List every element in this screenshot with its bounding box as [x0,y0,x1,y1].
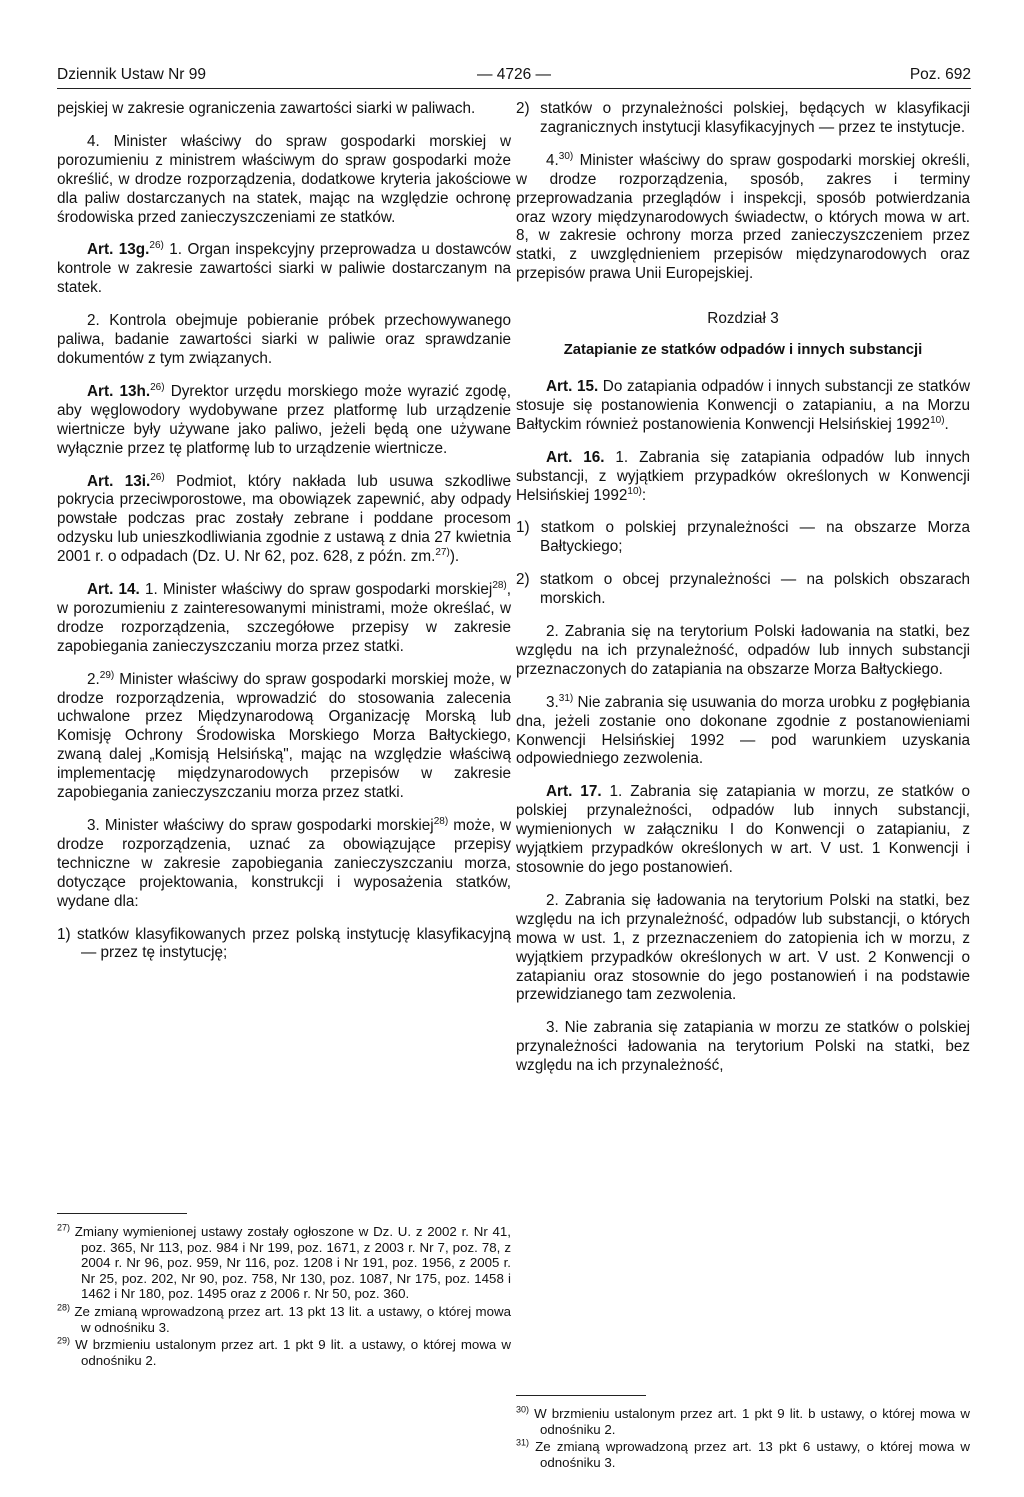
article-label: Art. 15. [546,377,599,395]
list-item [516,519,970,557]
article-paragraph [516,783,970,878]
chapter-heading: Rozdział 3 [707,310,779,328]
paragraph-text: Podmiot, który nakłada lub usuwa szkodliwe pokrycia przeciwporostowe, ma obowiązek zapewnić, aby odpady powstałe podczas prac zostały zebrane i poddane procesom odzysku lub unieszkodliwiania zgodnie z ustawą z dnia 27 kwietnia 2001 r. o odpadach (Dz. U. Nr 62, poz. 628, z późn. zm. [57,472,512,566]
paragraph-lead: 4. [546,151,559,169]
article-paragraph [57,383,511,459]
footnote-ref: 29) [99,669,115,681]
paragraph-lead: 3. Minister właściwy do spraw gospodarki morskiej [87,817,434,834]
article-paragraph [516,378,970,435]
paragraph [57,133,511,228]
paragraph [516,152,970,284]
paragraph-lead: 3. [546,693,559,711]
left-footnotes [57,1213,511,1370]
paragraph-text: 2) statkom o obcej przynależności — na polskich obszarach morskich. [516,571,970,608]
paragraph-text: 2) statków o przynależności polskiej, będących w klasyfikacji zagranicznych instytucji klasyfikacyjnych — przez te instytucje. [516,100,970,136]
footnote-text: Zmiany wymienionej ustawy zostały ogłoszone w Dz. U. z 2002 r. Nr 41, poz. 365, Nr 113, poz. 984 i Nr 199, poz. 1671, z 2003 r. Nr 7, poz. 78, z 2004 r. Nr 96, poz. 959, Nr 116, poz. 1208 i Nr 191, poz. 1956, z 2005 r. Nr 25, poz. 202, Nr 90, poz. 758, Nr 130, poz. 1087, Nr 175, poz. 1458 i 1462 i Nr 180, poz. 1495 oraz z 2006 r. Nr 50, poz. 360. [70,1224,511,1302]
footnote-ref: 10) [627,485,642,497]
journal-title: Dziennik Ustaw Nr 99 [57,66,207,83]
footnote-ref: 27) [435,547,450,559]
paragraph-text: 2. Zabrania się na terytorium Polski ładowania na statki, bez względu na ich przynależność, odpadów lub innych substancji przeznaczonych do zatapiania na obszarze Morza Bałtyckiego. [516,623,970,678]
footnote-ref: 30) [558,150,574,162]
position-number: Poz. 692 [909,66,971,83]
paragraph-text: 1. Zabrania się zatapiania w morzu, ze statków o polskiej przynależności, odpadów lub innych substancji, wymienionych w załączniku I do Konwencji o zatapianiu, z wyjątkiem przypadków określonych w art. V ust. 1 Konwencji i stosownie do jego postanowień. [516,783,970,876]
paragraph-tail: ). [449,548,460,566]
article-label: Art. 14. [87,581,140,599]
footnote-separator [57,1213,187,1214]
paragraph [516,892,970,1005]
paragraph [57,100,511,119]
footnote-separator [516,1395,646,1396]
left-column [57,100,511,977]
right-column [516,100,970,1090]
article-label: Art. 13h. [87,382,151,400]
paragraph [516,1019,970,1076]
article-label: Art. 13g. [87,241,150,259]
paragraph [57,671,511,803]
paragraph-text: Dyrektor urzędu morskiego może wyrazić zgodę, aby węglowodory wydobywane przez platformę lub urządzenie wiertnicze były używane jako paliwo, jeżeli będą one używane wyłącznie przez tę platformę lub to urządzenie wiertnicze. [57,382,511,457]
footnote-mark: 28) [57,1302,71,1313]
footnote [57,1224,511,1302]
paragraph-text: 3. Nie zabrania się zatapiania w morzu ze statków o polskiej przynależności ładowania na terytorium Polski na statki, bez względu na ich przynależność, [516,1019,970,1075]
footnote-text: Ze zmianą wprowadzoną przez art. 13 pkt 13 lit. a ustawy, o której mowa w odnośniku 3. [70,1303,511,1335]
article-label: Art. 13i. [87,472,151,490]
footnote-ref: 26) [149,240,164,252]
footnote-ref: 26) [150,381,165,393]
paragraph [57,312,511,369]
footnote-text: W brzmieniu ustalonym przez art. 1 pkt 9 lit. b ustawy, o której mowa w odnośniku 2. [529,1406,970,1437]
paragraph-text: Minister właściwy do spraw gospodarki morskiej może, w drodze rozporządzenia, wprowadzić do stosowania zalecenia uchwalone przez Międzynarodową Organizację Morską lub Komisję Ochrony Środowiska Morskiego Morza Bałtyckiego, zwaną dalej „Komisją Helsińską", mając na względzie właściwą implementację międzynarodowych przepisów w zakresie zapobiegania zanieczyszczaniu morza przez statki. [57,670,511,802]
footnote-ref: 28) [433,815,449,827]
list-item [57,926,511,964]
footnote [57,1337,511,1368]
paragraph [516,623,970,680]
footnote-mark: 31) [516,1437,530,1448]
footnote-ref: 10) [930,414,945,426]
list-item [516,571,970,609]
paragraph [57,817,511,912]
paragraph-text: Minister właściwy do spraw gospodarki morskiej określi, w drodze rozporządzenia, sposób, zakres i terminy przeprowadzania przeglądów i inspekcji, sposób potwierdzania oraz wzory międzynarodowych świadectw, o których mowa w art. 8, w zakresie ochrony morza przed zanieczyszczeniem przez statki, z uwzględnieniem przepisów międzynarodowych oraz przepisów prawa Unii Europejskiej. [516,151,970,283]
paragraph-text: 2. Zabrania się ładowania na terytorium Polski na statki, bez względu na ich przynależność, odpadów lub substancji, o których mowa w ust. 1, z przeznaczeniem do zatopienia ich w morzu, z wyjątkiem przypadków określonych w art. V ust. 2 Konwencji o zatapianiu oraz stosownie do jego postanowień i na podstawie przewidzianego tam zezwolenia. [516,891,970,1004]
footnote-mark: 29) [57,1335,71,1346]
article-label: Art. 17. [546,783,602,801]
paragraph-text: 2. Kontrola obejmuje pobieranie próbek przechowywanego paliwa, badanie zawartości siarki w paliwie oraz sprawdzanie dokumentów z tym związanych. [57,312,511,367]
footnote [516,1406,970,1437]
paragraph-text: 1. Organ inspekcyjny przeprowadza u dostawców kontrole w zakresie zawartości siarki w paliwie dostarczanym na statek. [57,241,512,297]
paragraph [516,694,970,770]
paragraph-text: Do zatapiania odpadów i innych substancji ze statków stosuje się postanowienia Konwencji o zatapianiu, a na Morzu Bałtyckim również postanowienia Konwencji Helsińskiej 1992 [516,377,970,433]
article-paragraph [57,581,511,657]
paragraph-text: Nie zabrania się usuwania do morza urobku z pogłębiania dna, jeżeli zostanie ono dokonane zgodnie z postanowieniami Konwencji Helsińskiej 1992 — pod warunkiem uzyskania odpowiedniego zezwolenia. [516,693,970,768]
paragraph-text: 1. Minister właściwy do spraw gospodarki morskiej [139,581,493,599]
paragraph-text: pejskiej w zakresie ograniczenia zawartości siarki w paliwach. [57,100,476,117]
paragraph-text: 1. Zabrania się zatapiania odpadów lub innych substancji, z wyjątkiem przypadków określonych w Konwencji Helsińskiej 1992 [516,448,970,504]
paragraph-tail: . [944,415,949,433]
article-paragraph [516,449,970,506]
footnote-text: W brzmieniu ustalonym przez art. 1 pkt 9 lit. a ustawy, o której mowa w odnośniku 2. [70,1337,511,1368]
paragraph-text: 1) statkom o polskiej przynależności — na obszarze Morza Bałtyckiego; [516,519,970,556]
right-footnotes [516,1395,970,1472]
article-paragraph [57,241,511,298]
footnote-ref: 31) [558,692,574,704]
paragraph-text: może, w drodze rozporządzenia, uznać za obowiązujące przepisy techniczne w zakresie zapobiegania zanieczyszczaniu morza, dotyczące projektowania, konstrukcji i wyposażenia statków, wydane dla: [57,817,512,910]
footnote-ref: 28) [492,579,507,591]
article-label: Art. 16. [546,448,605,466]
chapter-title: Zatapianie ze statków odpadów i innych substancji [563,342,923,359]
footnote-text: Ze zmianą wprowadzoną przez art. 13 pkt 6 ustawy, o której mowa w odnośniku 3. [529,1439,970,1470]
list-item [516,100,970,138]
article-paragraph [57,473,511,568]
footnote-ref: 26) [150,471,165,483]
page-header [57,64,971,89]
footnote [516,1439,970,1470]
paragraph-text: 1) statków klasyfikowanych przez polską instytucję klasyfikacyjną — przez tę instytucję; [57,925,511,962]
paragraph-text: 4. Minister właściwy do spraw gospodarki morskiej w porozumieniu z ministrem właściwym do spraw gospodarki może określić, w drodze rozporządzenia, dodatkowe kryteria jakościowe dla paliw dostarczanych na statek, mając na względzie ochronę środowiska przed zanieczyszczeniami ze statków. [57,132,511,226]
footnote-mark: 27) [57,1222,71,1233]
footnote [57,1304,511,1335]
paragraph-lead: 2. [87,670,100,688]
footnote-mark: 30) [516,1404,530,1415]
paragraph-tail: : [641,486,647,504]
page-number: — 4726 — [476,66,552,83]
paragraph-tail: , w porozumieniu z zainteresowanymi ministrami, może określać, w drodze rozporządzenia, szczegółowe przepisy w zakresie zapobiegania zanieczyszczaniu morza przez statki. [57,581,512,655]
